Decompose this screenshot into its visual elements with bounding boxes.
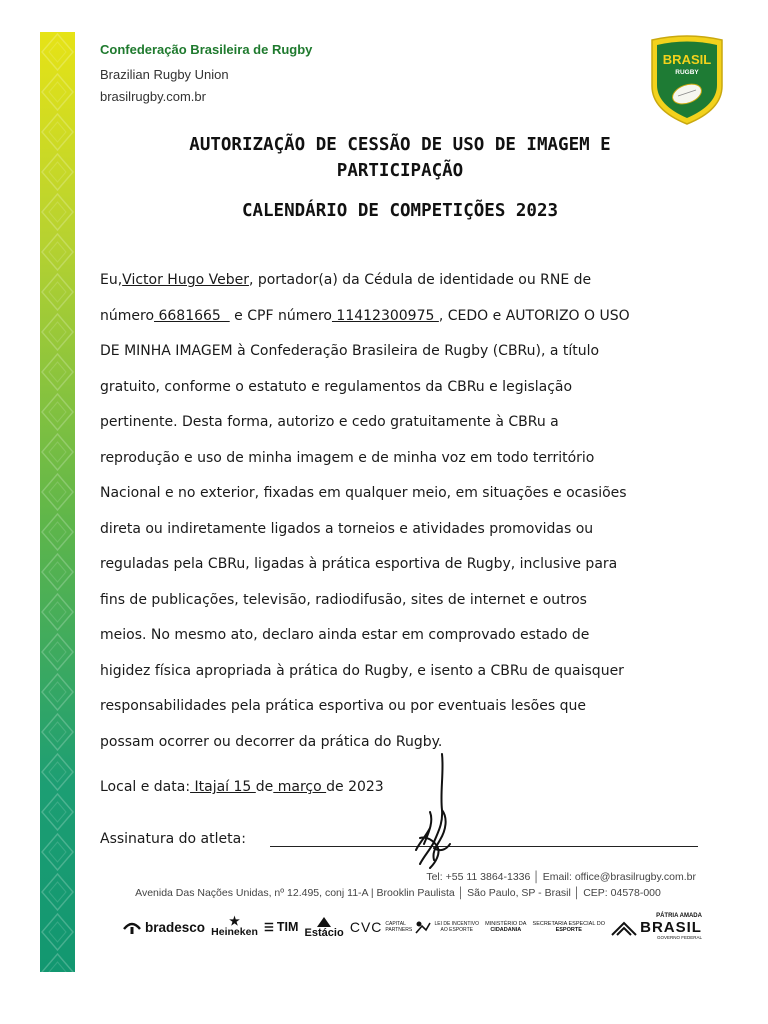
sponsor-bradesco-text: bradesco — [145, 919, 206, 935]
city-day-field: Itajaí 15 — [190, 779, 256, 795]
sponsor-cvc-text: CVC — [349, 919, 383, 935]
local-date-line — [100, 773, 384, 801]
text-fragment: , portador(a) da Cédula de identidade ou RNE de — [248, 272, 592, 288]
text-line: direta ou indiretamente ligados a torneios e atividades promovidas ou — [100, 520, 594, 537]
sponsor-cvc — [349, 919, 413, 935]
decorative-stripe — [40, 32, 75, 972]
title-line-2: PARTICIPAÇÃO — [336, 161, 464, 181]
secretaria-line-1: SECRETARIA ESPECIAL DO — [532, 921, 605, 927]
secretaria-line-2: ESPORTE — [555, 927, 582, 933]
organization-website: brasilrugby.com.br — [100, 89, 206, 104]
sponsor-tim — [264, 920, 298, 934]
month-field: março — [273, 779, 327, 795]
signature-label: Assinatura do atleta: — [100, 831, 246, 847]
text-line: gratuito, conforme o estatuto e regulamentos da CBRu e legislação — [100, 378, 573, 395]
governo-federal-icon — [611, 918, 637, 936]
logo-text-rugby: RUGBY — [675, 69, 699, 76]
organization-english-name: Brazilian Rugby Union — [100, 67, 229, 82]
text-line: meios. No mesmo ato, declaro ainda estar em comprovado estado de — [100, 627, 590, 643]
text-fragment: de — [255, 779, 274, 795]
logo-text-brasil: BRASIL — [662, 52, 712, 67]
text-line: Nacional e no exterior, fixadas em qualquer meio, em situações e ocasiões — [100, 485, 627, 501]
sponsor-estacio — [305, 916, 344, 939]
title-line-1: AUTORIZAÇÃO DE CESSÃO DE USO DE IMAGEM E — [189, 135, 611, 155]
signature-line — [270, 846, 698, 847]
star-icon: ★ — [229, 914, 240, 928]
text-fragment: Eu, — [100, 272, 123, 288]
text-line: possam ocorrer ou decorrer da prática do Rugby. — [100, 733, 443, 750]
lei-incentivo-icon — [414, 920, 432, 934]
cpf-number-field: 11412300975 — [331, 307, 439, 324]
sponsor-bradesco — [122, 919, 205, 935]
local-date-label: Local e data: — [100, 779, 191, 795]
sponsor-lei-incentivo — [414, 920, 479, 934]
handwritten-signature — [390, 752, 470, 882]
brasil-text: BRASIL — [640, 919, 702, 936]
footer-contact: Tel: +55 11 3864-1336 │ Email: office@brasilrugby.com.br — [426, 871, 696, 883]
document-title — [90, 132, 710, 184]
estacio-icon — [316, 916, 332, 928]
text-line: responsabilidades pela prática esportiva ou por eventuais lesões que — [100, 698, 586, 714]
text-line — [100, 299, 700, 335]
document-subtitle: CALENDÁRIO DE COMPETIÇÕES 2023 — [241, 201, 559, 221]
organization-header — [100, 42, 312, 108]
sponsor-ministerio — [485, 921, 526, 933]
stripe-pattern — [40, 32, 75, 972]
athlete-name-field: Victor Hugo Veber — [122, 272, 249, 288]
lei-incentivo-line-2: AO ESPORTE — [440, 927, 473, 933]
text-line: DE MINHA IMAGEM à Confederação Brasileira de Rugby (CBRu), a título — [100, 343, 600, 359]
text-line — [100, 263, 700, 299]
text-line: higidez física apropriada à prática do Rugby, e isento a CBRu de quaisquer — [100, 662, 624, 679]
patria-amada-text: PÁTRIA AMADA — [656, 913, 702, 919]
text-line: reguladas pela CBRu, ligadas à prática esportiva de Rugby, inclusive para — [100, 556, 618, 572]
text-line: pertinente. Desta forma, autorizo e cedo gratuitamente à CBRu a — [100, 414, 559, 430]
lei-incentivo-line-1: LEI DE INCENTIVO — [434, 921, 479, 927]
sponsor-governo-federal — [611, 913, 702, 941]
rg-number-field: 6681665 — [154, 307, 230, 324]
sponsor-logos — [122, 910, 702, 944]
sponsor-tim-text: TIM — [276, 920, 299, 934]
lei-incentivo-text — [435, 921, 479, 933]
footer-address: Avenida Das Nações Unidas, nº 12.495, conj 11-A | Brooklin Paulista │ São Paulo, SP - Brasil │ CEP: 04578-000 — [135, 887, 661, 899]
sponsor-heineken — [211, 916, 258, 938]
sponsor-heineken-text: Heineken — [211, 926, 258, 938]
governo-federal-text — [640, 913, 702, 941]
year-text: de 2023 — [326, 779, 384, 795]
text-fragment: , CEDO e AUTORIZO O USO — [438, 307, 630, 324]
text-fragment: número — [100, 307, 155, 324]
text-line: reprodução e uso de minha imagem e de minha voz em todo território — [100, 449, 595, 466]
brasil-rugby-logo — [646, 34, 728, 126]
organization-name: Confederação Brasileira de Rugby — [100, 42, 313, 57]
sponsor-cvc-subtext: CAPITAL PARTNERS — [385, 921, 413, 933]
ministerio-line-2: CIDADANIA — [490, 927, 522, 933]
sponsor-secretaria — [533, 921, 605, 933]
governo-federal-subtext: GOVERNO FEDERAL — [656, 935, 702, 940]
bradesco-icon — [122, 919, 142, 935]
text-fragment: e CPF número — [229, 307, 332, 324]
text-line: fins de publicações, televisão, radiodifusão, sites de internet e outros — [100, 591, 587, 608]
sponsor-estacio-text: Estácio — [304, 926, 344, 939]
tim-bars-icon: ☰ — [264, 921, 274, 934]
authorization-text — [100, 263, 700, 760]
ministerio-line-1: MINISTÉRIO DA — [485, 921, 527, 927]
